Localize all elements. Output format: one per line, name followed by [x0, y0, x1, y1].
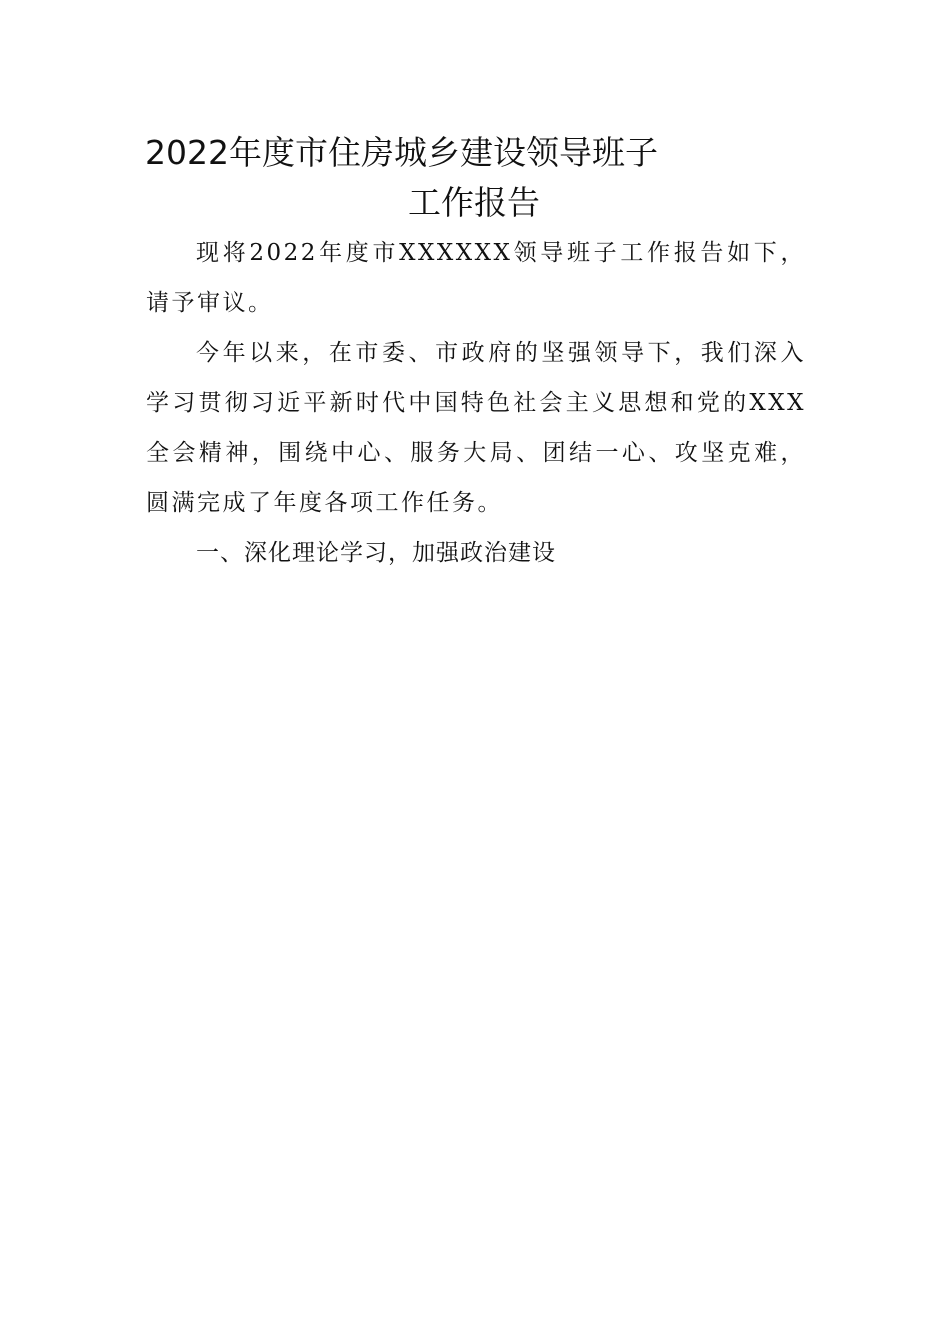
- summary-paragraph: 今年以来，在市委、市政府的坚强领导下，我们深入学习贯彻习近平新时代中国特色社会主义思想和党的XXX全会精神，围绕中心、服务大局、团结一心、攻坚克难，圆满完成了年度各项工作任务。: [146, 340, 806, 516]
- document-title-line-1: 2022年度市住房城乡建设领导班子: [145, 133, 658, 172]
- intro-paragraph: 现将2022年度市XXXXXX领导班子工作报告如下，请予审议。: [146, 240, 806, 316]
- section-heading: 一、深化理论学习，加强政治建设: [196, 540, 556, 566]
- document-title-line-2: 工作报告: [408, 183, 540, 222]
